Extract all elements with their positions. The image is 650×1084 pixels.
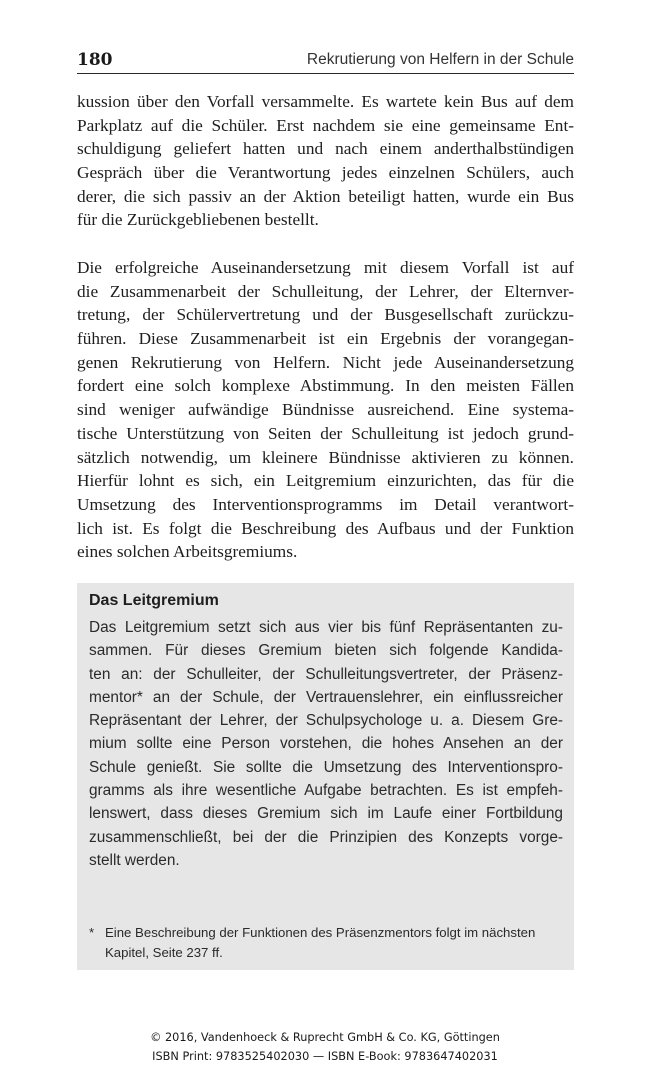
footnote [89,923,565,963]
info-box-text [89,616,563,872]
text-line: gramms als ihre wesentliche Aufgabe betrachten. Es ist empfeh- [89,782,563,800]
text-line: Umsetzung des Interventionsprogramms im Detail verantwort- [77,494,574,514]
text-line: Schule genießt. Sie sollte die Umsetzung des Interventionspro- [89,758,563,776]
text-line: tische Unterstützung von Seiten der Schulleitung ist jedoch grund- [77,423,574,443]
isbn-line: ISBN Print: 9783525402030 — ISBN E-Book: 9783647402031 [152,1050,498,1063]
text-line: Parkplatz auf die Schüler. Erst nachdem sie eine gemeinsame Ent- [77,115,574,135]
text-line: eines solchen Arbeitsgremiums. [77,542,298,562]
body-paragraph [77,256,574,564]
text-line: mium sollte eine Person vorstehen, die hohes Ansehen an der [89,735,563,753]
text-line: Gespräch über die Verantwortung jedes einzelnen Schülers, auch [77,163,574,183]
text-line: ten an: der Schulleiter, der Schulleitungsvertreter, der Präsenz- [89,665,563,683]
text-line: für die Zurückgebliebenen bestellt. [77,210,319,230]
text-line: lenswert, dass dieses Gremium sich im Laufe einer Fortbildung [89,805,563,823]
text-line: lich ist. Es folgt die Beschreibung des Aufbaus und der Funktion [77,518,574,538]
text-line: Das Leitgremium setzt sich aus vier bis fünf Repräsentanten zu- [89,619,563,636]
text-line: genen Rekrutierung von Helfern. Nicht jede Auseinandersetzung [77,352,574,372]
text-line: kussion über den Vorfall versammelte. Es wartete kein Bus auf dem [77,92,574,111]
info-box-heading: Das Leitgremium [89,592,219,609]
text-line: sind weniger aufwändige Bündnisse ausreichend. Eine systema- [77,400,574,420]
text-line: schuldigung geliefert hatten und nach einem anderthalbstündigen [77,139,574,159]
text-line: Eine Beschreibung der Funktionen des Präsenzmentors folgt im nächsten [105,925,536,940]
text-line: tretung, der Schülervertretung und der Busgesellschaft zurückzu- [77,305,574,325]
footnote-marker: * [89,925,95,940]
text-line: zusammenschließt, bei der die Prinzipien des Konzepts vorge- [89,828,563,846]
running-title: Rekrutierung von Helfern in der Schule [306,51,574,68]
text-line: führen. Diese Zusammenarbeit ist ein Ergebnis der vorangegan- [77,329,574,349]
text-line: Hierfür lohnt es sich, ein Leitgremium einzurichten, das für die [77,471,574,491]
footnote-text [105,923,565,963]
text-line: sätzlich notwendig, um kleinere Bündnisse aktivieren zu können. [77,447,574,467]
text-line: derer, die sich passiv an der Aktion beteiligt hatten, wurde ein Bus [77,186,574,206]
page-number: 180 [77,50,113,70]
text-line: sammen. Für dieses Gremium bieten sich folgende Kandida- [89,642,563,660]
text-line: mentor* an der Schule, der Vertrauenslehrer, ein einflussreicher [89,688,563,706]
body-paragraph [77,90,574,232]
info-box [77,583,574,970]
text-line: stellt werden. [89,851,180,869]
text-line: Die erfolgreiche Auseinandersetzung mit diesem Vorfall ist auf [77,258,574,277]
text-line: Kapitel, Seite 237 ff. [105,945,223,960]
running-header [77,48,574,74]
text-line: die Zusammenarbeit der Schulleitung, der Lehrer, der Elternver- [77,281,574,301]
text-line: fordert eine solch komplexe Abstimmung. In den meisten Fällen [77,376,574,396]
text-line: Repräsentant der Lehrer, der Schulpsychologe u. a. Diesem Gre- [89,712,563,730]
copyright-line: © 2016, Vandenhoeck & Ruprecht GmbH & Co. KG, Göttingen [150,1031,500,1044]
